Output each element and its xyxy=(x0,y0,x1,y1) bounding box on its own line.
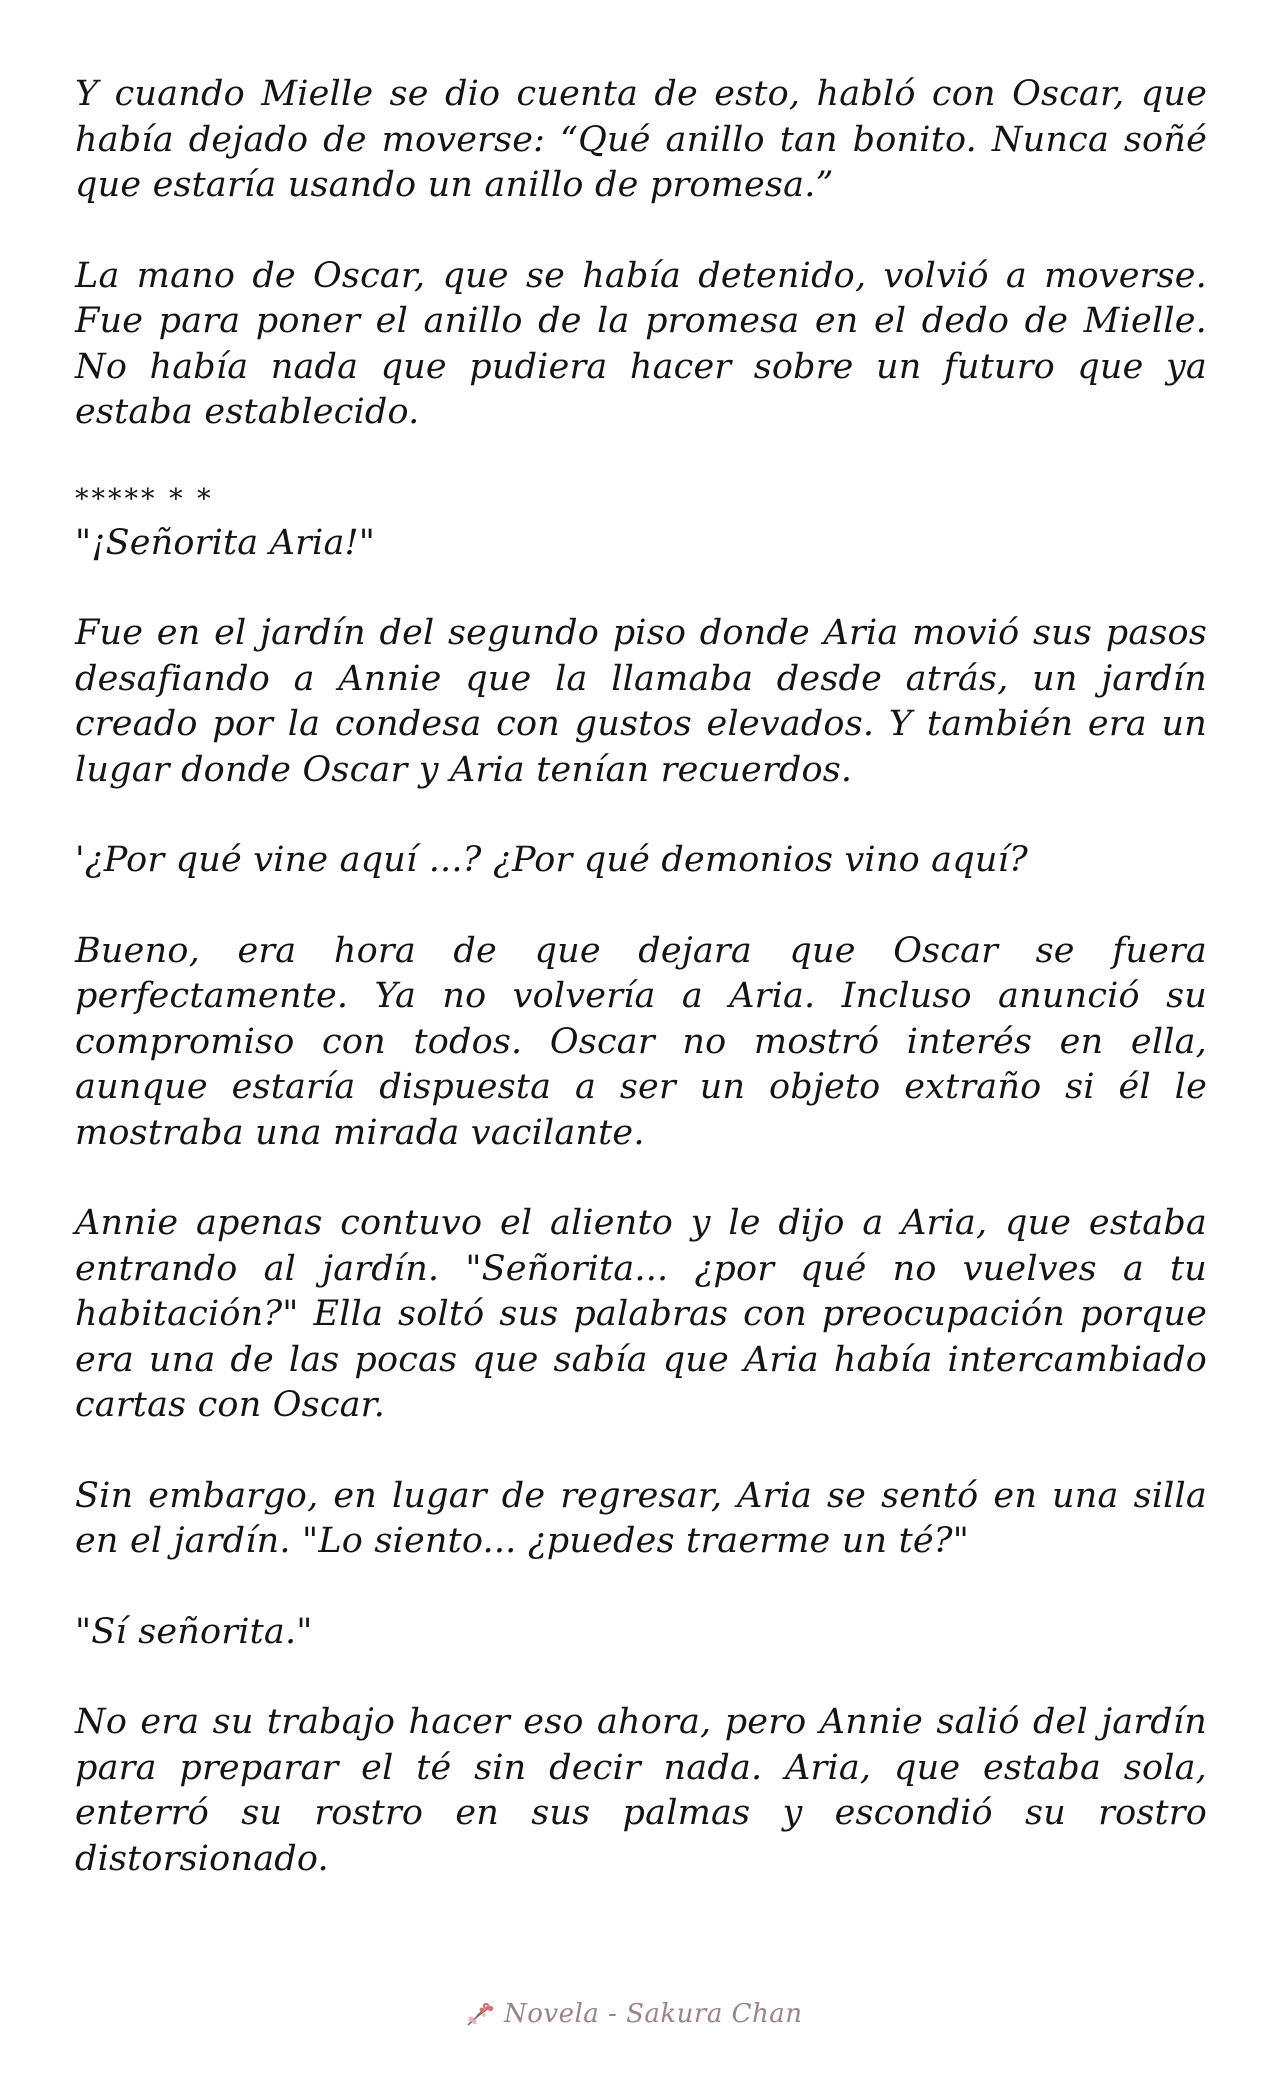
sakura-flower-icon xyxy=(462,1997,496,2031)
paragraph-aria-alone: No era su trabajo hacer eso ahora, pero Annie salió del jardín para preparar el té sin decir nada. Aria, que estaba sola, enterró su rostro en sus palmas y escondió su rostro distorsionado. xyxy=(75,1702,1207,1879)
paragraph-inner-thought: '¿Por qué vine aquí ...? ¿Por qué demonios vino aquí? xyxy=(75,840,1028,880)
watermark xyxy=(462,1993,822,2035)
dialogue-si-senorita: "Sí señorita." xyxy=(75,1611,313,1652)
paragraph-tea-request: Sin embargo, en lugar de regresar, Aria se sentó en una silla en el jardín. "Lo siento... ¿puedes traerme un té?" xyxy=(75,1475,1207,1561)
chapter-text xyxy=(75,72,1207,1882)
paragraph-annie-worry: Annie apenas contuvo el aliento y le dijo a Aria, que estaba entrando al jardín. "Señorita... ¿por qué no vuelves a tu habitación?" Ella soltó sus palabras con preocupación porque era una de las pocas que sabía que Aria había intercambiado cartas con Oscar. xyxy=(75,1203,1207,1425)
paragraph-ring: Y cuando Mielle se dio cuenta de esto, habló con Oscar, que había dejado de moverse: “Qué anillo tan bonito. Nunca soñé que estaría usando un anillo de promesa.” xyxy=(75,74,1207,205)
paragraph-let-go: Bueno, era hora de que dejara que Oscar se fuera perfectamente. Ya no volvería a Aria. Incluso anunció su compromiso con todos. Oscar no mostró interés en ella, aunque estaría dispuesta a ser un objeto extraño si él le mostraba una mirada vacilante. xyxy=(75,930,1207,1153)
dialogue-senorita-aria: "¡Señorita Aria!" xyxy=(75,522,376,563)
scene-separator: ***** * * xyxy=(75,483,214,515)
paragraph-oscar-hand: La mano de Oscar, que se había detenido, volvió a moverse. Fue para poner el anillo de la promesa en el dedo de Mielle. No había nada que pudiera hacer sobre un futuro que ya estaba establecido. xyxy=(75,255,1207,432)
paragraph-garden: Fue en el jardín del segundo piso donde Aria movió sus pasos desafiando a Annie que la llamaba desde atrás, un jardín creado por la condesa con gustos elevados. Y también era un lugar donde Oscar y Aria tenían recuerdos. xyxy=(75,613,1207,790)
watermark-text: Novela - Sakura Chan xyxy=(504,1999,803,2029)
